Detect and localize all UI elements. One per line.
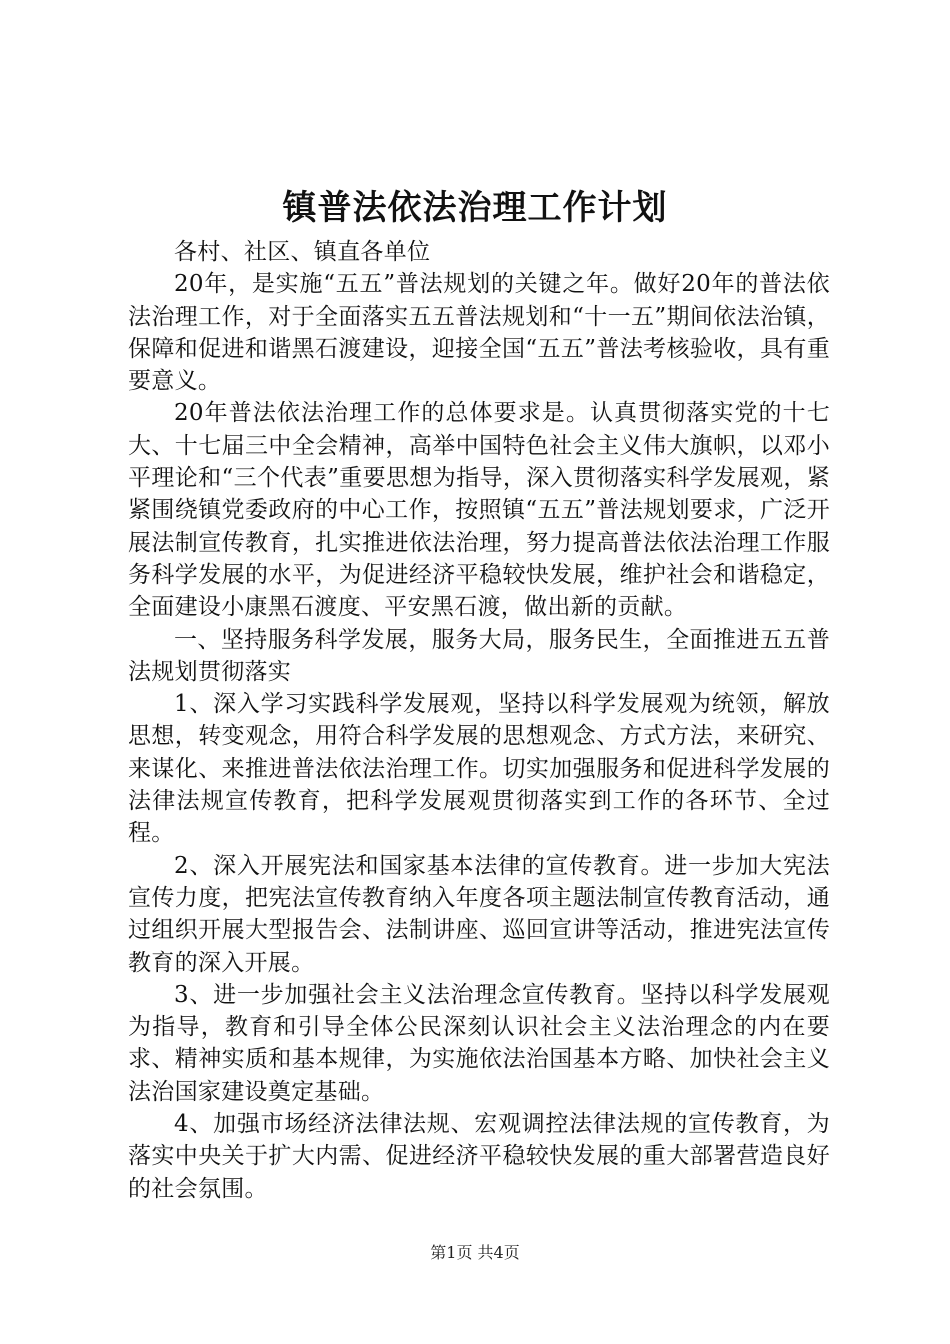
item-paragraph-1: 1、深入学习实践科学发展观，坚持以科学发展观为统领，解放思想，转变观念，用符合科学发展的思想观念、方式方法，来研究、来谋化、来推进普法依法治理工作。切实加强服务和促进科学发展的法律法规宣传教育，把科学发展观贯彻落实到工作的各环节、全过程。 xyxy=(128,691,830,847)
section-heading-1: 一、坚持服务科学发展，服务大局，服务民生，全面推进五五普法规划贯彻落实 xyxy=(128,626,830,685)
salutation-paragraph: 各村、社区、镇直各单位 xyxy=(174,239,431,265)
document-body xyxy=(128,236,830,1205)
document-title: 镇普法依法治理工作计划 xyxy=(282,188,668,228)
item-paragraph-2: 2、深入开展宪法和国家基本法律的宣传教育。进一步加大宪法宣传力度，把宪法宣传教育纳入年度各项主题法制宣传教育活动，通过组织开展大型报告会、法制讲座、巡回宣讲等活动，推进宪法宣传教育的深入开展。 xyxy=(128,852,830,976)
item-paragraph-4: 4、加强市场经济法律法规、宏观调控法律法规的宣传教育，为落实中央关于扩大内需、促进经济平稳较快发展的重大部署营造良好的社会氛围。 xyxy=(128,1111,830,1202)
page-number-footer: 第1页 共4页 xyxy=(430,1243,520,1262)
general-requirements-paragraph: 20年普法依法治理工作的总体要求是。认真贯彻落实党的十七大、十七届三中全会精神，高举中国特色社会主义伟大旗帜，以邓小平理论和“三个代表”重要思想为指导，深入贯彻落实科学发展观，紧紧围绕镇党委政府的中心工作，按照镇“五五”普法规划要求，广泛开展法制宣传教育，扎实推进依法治理，努力提高普法依法治理工作服务科学发展的水平，为促进经济平稳较快发展，维护社会和谐稳定，全面建设小康黑石渡度、平安黑石渡，做出新的贡献。 xyxy=(128,400,830,621)
item-paragraph-3: 3、进一步加强社会主义法治理念宣传教育。坚持以科学发展观为指导，教育和引导全体公民深刻认识社会主义法治理念的内在要求、精神实质和基本规律，为实施依法治国基本方略、加快社会主义法治国家建设奠定基础。 xyxy=(128,981,830,1105)
intro-paragraph: 20年，是实施“五五”普法规划的关键之年。做好20年的普法依法治理工作，对于全面落实五五普法规划和“十一五”期间依法治镇，保障和促进和谐黑石渡建设，迎接全国“五五”普法考核验收，具有重要意义。 xyxy=(128,271,830,395)
